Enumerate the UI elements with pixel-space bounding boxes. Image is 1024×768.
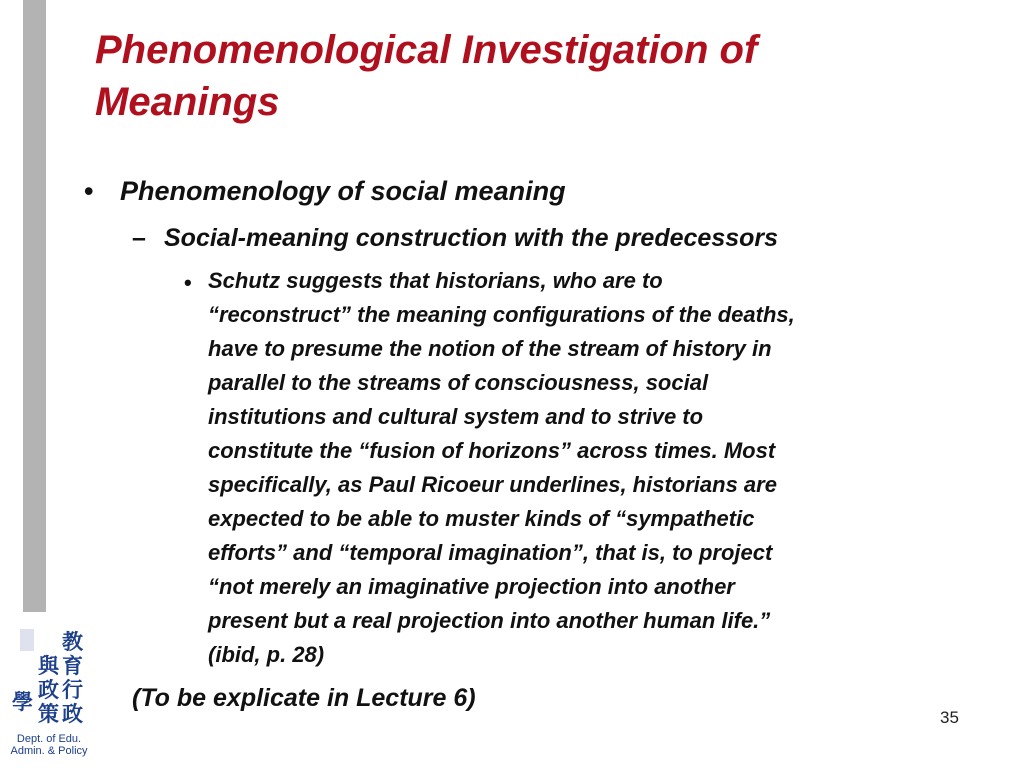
slide-title [95, 24, 975, 128]
paragraph-line: expected to be able to muster kinds of “sympathetic [208, 506, 755, 531]
paragraph-line: efforts” and “temporal imagination”, that is, to project [208, 540, 773, 565]
paragraph-line: Schutz suggests that historians, who are to [208, 268, 663, 293]
paragraph-line: specifically, as Paul Ricoeur underlines, historians are [208, 472, 777, 497]
level-2-text: Social-meaning construction with the predecessors [164, 224, 779, 252]
logo-glyph: 政 [38, 678, 59, 702]
paragraph-line: parallel to the streams of consciousness, social [208, 370, 709, 395]
logo-glyph: 育 [62, 654, 83, 678]
paragraph-line: present but a real projection into another human life.” [208, 608, 771, 633]
paragraph-line: “not merely an imaginative projection into another [208, 574, 735, 599]
paragraph-line: “reconstruct” the meaning configurations of the deaths, [208, 302, 795, 327]
bullet-level-3: • [184, 270, 192, 295]
paragraph-line: constitute the “fusion of horizons” across times. Most [208, 438, 776, 463]
dash-level-2: – [132, 224, 146, 252]
title-line-2: Meanings [95, 80, 280, 124]
paragraph-line: have to presume the notion of the stream of history in [208, 336, 772, 361]
bullet-level-1: • [84, 176, 94, 206]
logo-glyph: 策 [38, 702, 59, 726]
title-line-1: Phenomenological Investigation of [95, 28, 758, 72]
lecture-note: (To be explicate in Lecture 6) [132, 684, 476, 712]
logo-glyph: 政 [62, 702, 83, 726]
logo-glyph: 與 [38, 654, 59, 678]
logo-line-2: Admin. & Policy [10, 745, 88, 757]
paragraph-line: institutions and cultural system and to strive to [208, 404, 704, 429]
logo-glyph: 學 [12, 690, 33, 714]
logo-glyph: 教 [62, 630, 83, 654]
logo-emblem-icon [8, 625, 90, 733]
logo-caption [8, 733, 90, 757]
logo-glyph: 行 [62, 678, 83, 702]
department-logo [8, 625, 90, 760]
paragraph-line: (ibid, p. 28) [208, 642, 325, 667]
logo-line-1: Dept. of Edu. [16, 733, 82, 745]
level-1-text: Phenomenology of social meaning [120, 176, 566, 206]
level-3-paragraph [208, 264, 978, 672]
page-number: 35 [940, 708, 959, 727]
side-bar [23, 0, 46, 612]
